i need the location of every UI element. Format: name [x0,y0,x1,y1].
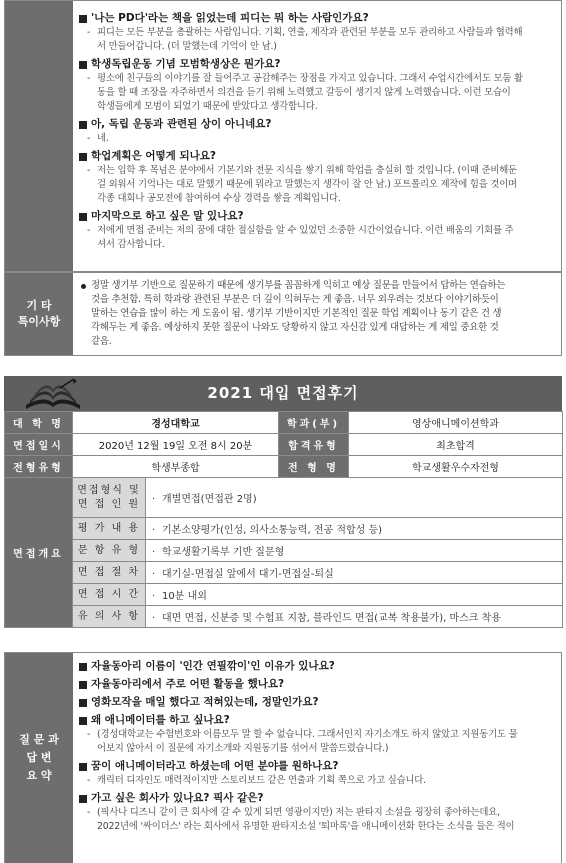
answer: - 저에게 면접 준비는 저의 꿈에 대한 절실함을 알 수 있었던 소중한 시간이었습니다. 이런 배움의 기회를 주 셔서 감사합니다. [87,225,514,250]
question: 학생독립운동 기념 모범학생상은 뭔가요? [79,57,557,72]
top-qa-list [79,11,557,255]
qa-item [79,759,557,788]
banner-title: 2021 대입 면접후기 [207,384,359,402]
info-row-track [5,456,563,478]
notes-label: 유 의 사 항 [73,606,146,628]
track-name-label: 전 형 명 [279,456,349,478]
procedure-value: · 대기실-면접실 앞에서 대기-면접실-퇴실 [146,562,563,584]
date-value: 2020년 12월 19일 오전 8시 20분 [73,434,279,456]
qa-item [79,11,557,54]
interview-qa-block [4,652,562,863]
title-banner [4,376,562,411]
interview-qa-list [79,659,557,837]
qa-item [79,57,557,114]
overview-row-format [5,478,563,518]
info-row-date [5,434,563,456]
question: '나는 PD다'라는 책을 읽었는데 피디는 뭐 하는 사람인가요? [79,11,557,26]
question: 꿈이 애니메이터라고 하셨는데 어떤 분야를 원하나요? [79,759,557,774]
answer: - 피디는 모든 부분을 총괄하는 사람입니다. 기획, 연출, 제작과 관련된 부분을 모두 관리하고 사람들과 협력해 서 만들어갑니다. (더 말했는데 기억이 안 남.) [87,27,523,52]
format-value: · 개별면접(면접관 2명) [146,478,563,518]
duration-value: · 10분 내외 [146,584,563,606]
format-label: 면접형식 및 면 접 인 원 [73,478,146,518]
date-label: 면접일시 [5,434,73,456]
department-value: 영상애니메이션학과 [349,412,563,434]
answer: - 평소에 친구들의 이야기를 잘 들어주고 공감해주는 장점을 가지고 있습니다. 그래서 수업시간에서도 모둠 활 동을 할 때 조장을 자주하면서 의견을 듣기 위해 노력했고 갈등이 생기지 않게 노력했습니다. 이런 모습이 학생들에게 모범이 되었기 때문에 받았다고 생각합니다. [87,73,523,112]
question: 아, 독립 운동과 관련된 상이 아니네요? [79,117,557,132]
question: 자율동아리에서 주로 어떤 활동을 했나요? [79,677,557,692]
question: 자율동아리 이름이 '인간 연필깎이'인 이유가 있나요? [79,659,557,674]
qa-side-label: 질 문 과 답 변 요 약 [5,653,73,863]
overview-row-notes [5,606,563,628]
result-value: 최초합격 [349,434,563,456]
overview-row-procedure [5,562,563,584]
department-label: 학과(부) [279,412,349,434]
notes-value: · 대면 면접, 신분증 및 수험표 지참, 블라인드 면접(교복 착용불가), 마스크 착용 [146,606,563,628]
answer: - 캐릭터 디자인도 매력적이지만 스토리보드 같은 연출과 기획 쪽으로 가고 싶습니다. [87,775,426,786]
track-value: 학생부종합 [73,456,279,478]
qa-item [79,659,557,674]
qa-item [79,791,557,834]
question-type-label: 문 항 유 형 [73,540,146,562]
answer: - 네. [87,133,109,144]
result-label: 합격유형 [279,434,349,456]
overview-row-question-type [5,540,563,562]
question: 가고 싶은 회사가 있나요? 픽사 같은? [79,791,557,806]
qa-item [79,713,557,756]
evaluation-label: 평 가 내 용 [73,518,146,540]
qa-item [79,117,557,146]
answer: - 저는 입학 후 목넘은 분야에서 기본기와 전문 지식을 쌓기 위해 학업을 충실히 할 것입니다. (이때 준비해둔 걸 외워서 기억나는 대로 말했기 때문에 뭐라고 말했는지 생각이 잘 안 남.) 포트폴리오 제작에 힘을 것이며 각종 대회나 공모전에 참여하여 수상 경력을 쌓을 계획입니다. [87,165,517,204]
university-value: 경성대학교 [73,412,279,434]
procedure-label: 면 접 절 차 [73,562,146,584]
etc-side-label: 기 타 특이사항 [5,273,73,355]
top-qa-block [4,0,562,272]
answer: - (픽사나 디즈니 같이 큰 회사에 갈 수 있게 되면 영광이지만) 저는 판타지 소설을 굉장히 좋아하는데요, 2022년에 '싸이더스' 라는 회사에서 유명한 판타지소설 '퇴마록'을 애니메이션화 한다는 소식을 들은 적이 [87,807,515,832]
question-type-value: · 학교생활기록부 기반 질문형 [146,540,563,562]
overview-row-duration [5,584,563,606]
university-label: 대 학 명 [5,412,73,434]
qa-item [79,209,557,252]
track-label: 전형유형 [5,456,73,478]
overview-label: 면접개요 [5,478,73,628]
top-side-label [5,1,73,271]
etc-block [4,272,562,356]
qa-item [79,677,557,692]
answer: - (경성대학교는 수험번호와 이름모두 말 할 수 없습니다. 그래서인지 자기소개도 하지 않았고 지원동기도 물 어보지 않아서 이 질문에 자기소개와 지원동기를 섞어서 말씀드렸습니다.) [87,729,518,754]
interview-info-table [4,411,563,628]
track-name-value: 학교생활우수자전형 [349,456,563,478]
info-row-university [5,412,563,434]
question: 왜 애니메이터를 하고 싶나요? [79,713,557,728]
etc-text: 정말 생기부 기반으로 질문하기 때문에 생기부를 꼼꼼하게 익히고 예상 질문을 만들어서 답하는 연습하는 것을 추천함. 특히 학과랑 관련된 부분은 더 깊이 익혀두는 게 좋음. 너무 외우려는 것보다 이야기하듯이 말하는 연습을 많이 하는 게 도움이 됨. 생기부 기반이지만 기본적인 질문 학업 계획이나 동기 같은 건 생 각해두는 게 좋음. 예상하지 못한 질문이 나와도 당황하지 않고 자신감 있게 대답하는 게 제일 중요한 것 같음. [79,279,557,349]
duration-label: 면 접 시 간 [73,584,146,606]
question: 마지막으로 하고 싶은 말 있나요? [79,209,557,224]
qa-item [79,149,557,206]
question: 학업계획은 어떻게 되나요? [79,149,557,164]
overview-row-evaluation [5,518,563,540]
evaluation-value: · 기본소양평가(인성, 의사소통능력, 전공 적합성 등) [146,518,563,540]
question: 영화모작을 매일 했다고 적혀있는데, 정말인가요? [79,695,557,710]
etc-content [79,279,557,349]
qa-item [79,695,557,710]
